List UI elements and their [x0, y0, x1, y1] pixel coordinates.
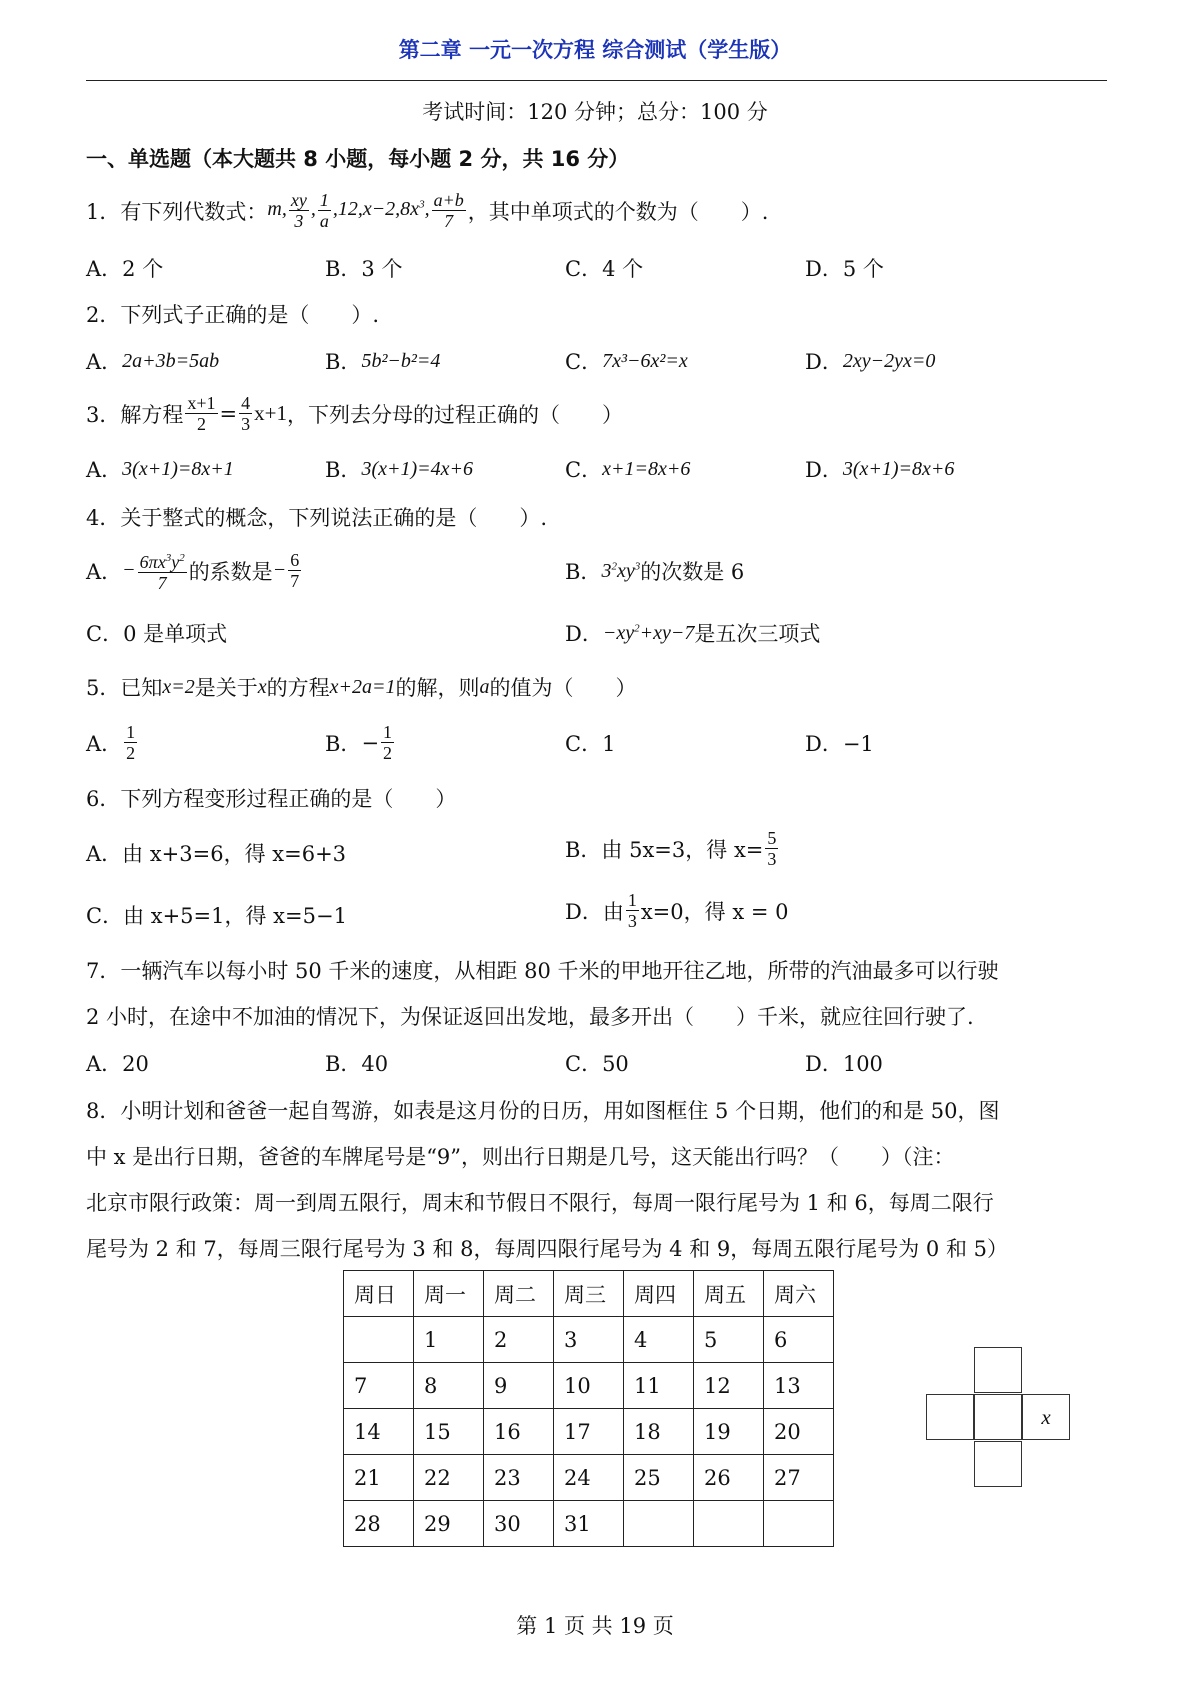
q2-option-b: B． 5b²−b²=4 — [325, 349, 441, 374]
calendar-cell: 10 — [554, 1363, 624, 1409]
q7-option-d: D．100 — [805, 1052, 883, 1076]
calendar-cell: 31 — [554, 1501, 624, 1547]
calendar-header: 周四 — [624, 1271, 694, 1317]
calendar-cell: 25 — [624, 1455, 694, 1501]
question-7-line-2: 2 小时，在途中不加油的情况下，为保证返回出发地，最多开出（ ）千米，就应往回行驶了. — [86, 1005, 974, 1029]
calendar-cell: 15 — [414, 1409, 484, 1455]
q7-option-c: C．50 — [565, 1052, 629, 1076]
question-8-line-4: 尾号为 2 和 7，每周三限行尾号为 3 和 8，每周四限行尾号为 4 和 9，每周五限行尾号为 0 和 5） — [86, 1237, 1008, 1261]
q4-option-b: B． $3^2xy^3$ 的次数是 6 — [565, 559, 745, 584]
q1-option-b: B．3 个 — [325, 257, 403, 281]
q6-option-a: A．由 x+3=6，得 x=6+3 — [86, 842, 347, 866]
calendar-table — [343, 1270, 834, 1547]
q6-option-d: D．由 $\frac{1}{3}$ x=0，得 x = 0 — [565, 890, 789, 931]
q3-option-d: D． 3(x+1)=8x+6 — [805, 457, 955, 482]
q3-option-b: B． 3(x+1)=4x+6 — [325, 457, 473, 482]
figure-x-label: x — [1022, 1394, 1070, 1440]
calendar-cell: 23 — [484, 1455, 554, 1501]
calendar-cell: 21 — [344, 1455, 414, 1501]
calendar-cell: 5 — [694, 1317, 764, 1363]
q1-option-c: C．4 个 — [565, 257, 644, 281]
q1-stem: 1．有下列代数式： — [86, 199, 268, 224]
calendar-cell: 17 — [554, 1409, 624, 1455]
question-5: 5．已知 x=2 是关于 x 的方程 x+2a=1 的解，则 a 的值为（ ） — [86, 675, 637, 700]
calendar-cell: 20 — [764, 1409, 834, 1455]
q5-option-c: C．1 — [565, 732, 616, 756]
calendar-cell: 14 — [344, 1409, 414, 1455]
calendar-cell — [624, 1501, 694, 1547]
q4-option-d: D． $-xy^2+xy-7$ 是五次三项式 — [565, 621, 821, 646]
calendar-header: 周三 — [554, 1271, 624, 1317]
question-4: 4．关于整式的概念，下列说法正确的是（ ）. — [86, 506, 548, 530]
exam-info: 考试时间：120 分钟；总分：100 分 — [422, 100, 768, 124]
q7-option-b: B．40 — [325, 1052, 389, 1076]
calendar-cell: 12 — [694, 1363, 764, 1409]
calendar-cell: 16 — [484, 1409, 554, 1455]
q3-option-c: C． x+1=8x+6 — [565, 457, 691, 482]
q5-option-b: B． − $\frac{1}{2}$ — [325, 722, 393, 763]
q1-expression: m, $\frac{xy}{3}$ , $\frac{1}{a}$ $,12,x-2,8x^3$, $\frac{a+b}{7}$ — [267, 190, 464, 231]
q6-option-c: C．由 x+5=1，得 x=5−1 — [86, 904, 347, 928]
question-8-line-1: 8．小明计划和爸爸一起自驾游，如表是这月份的日历，用如图框住 5 个日期，他们的和是 50，图 — [86, 1099, 1000, 1123]
q5-option-d: D．−1 — [805, 732, 874, 756]
calendar-cell: 2 — [484, 1317, 554, 1363]
title-divider — [86, 80, 1107, 81]
calendar-cell: 28 — [344, 1501, 414, 1547]
q1-option-a: A．2 个 — [86, 257, 164, 281]
calendar-cell: 11 — [624, 1363, 694, 1409]
calendar-row — [344, 1455, 834, 1501]
calendar-header: 周日 — [344, 1271, 414, 1317]
q1-option-d: D．5 个 — [805, 257, 884, 281]
page-title: 第二章 一元一次方程 综合测试（学生版） — [398, 38, 792, 62]
q2-option-c: C． 7x³−6x²=x — [565, 349, 688, 374]
q2-option-a: A． 2a+3b=5ab — [86, 349, 220, 374]
q4-option-c: C．0 是单项式 — [86, 622, 228, 646]
calendar-cell: 3 — [554, 1317, 624, 1363]
question-6: 6．下列方程变形过程正确的是（ ） — [86, 787, 457, 811]
calendar-row — [344, 1501, 834, 1547]
calendar-cell: 26 — [694, 1455, 764, 1501]
section-heading: 一、单选题（本大题共 8 小题，每小题 2 分，共 16 分） — [86, 147, 630, 171]
question-2: 2．下列式子正确的是（ ）. — [86, 303, 380, 327]
calendar-cell: 22 — [414, 1455, 484, 1501]
calendar-cell: 6 — [764, 1317, 834, 1363]
q7-option-a: A．20 — [86, 1052, 149, 1076]
calendar-cell: 7 — [344, 1363, 414, 1409]
calendar-cell: 18 — [624, 1409, 694, 1455]
calendar-cell: 1 — [414, 1317, 484, 1363]
calendar-cell — [764, 1501, 834, 1547]
calendar-header: 周五 — [694, 1271, 764, 1317]
calendar-header: 周二 — [484, 1271, 554, 1317]
q6-option-b: B．由 5x=3，得 x= $\frac{5}{3}$ — [565, 828, 777, 869]
q5-option-a: A． $\frac{1}{2}$ — [86, 722, 136, 763]
calendar-cell: 24 — [554, 1455, 624, 1501]
question-7-line-1: 7．一辆汽车以每小时 50 千米的速度，从相距 80 千米的甲地开往乙地，所带的汽油最多可以行驶 — [86, 959, 999, 983]
question-8-line-2: 中 x 是出行日期，爸爸的车牌尾号是“9”，则出行日期是几号，这天能出行吗？（ ）（注： — [86, 1145, 955, 1169]
calendar-cell: 30 — [484, 1501, 554, 1547]
calendar-cell: 13 — [764, 1363, 834, 1409]
calendar-header: 周六 — [764, 1271, 834, 1317]
calendar-header: 周一 — [414, 1271, 484, 1317]
calendar-cell — [344, 1317, 414, 1363]
calendar-row — [344, 1317, 834, 1363]
q4-option-a: A． − $\frac{6\pi x^3y^2}{7}$ 的系数是 − $\frac{6}{7}$ — [86, 550, 300, 593]
q3-option-a: A． 3(x+1)=8x+1 — [86, 457, 234, 482]
question-8-line-3: 北京市限行政策：周一到周五限行，周末和节假日不限行，每周一限行尾号为 1 和 6，每周二限行 — [86, 1191, 994, 1215]
q2-option-d: D． 2xy−2yx=0 — [805, 349, 936, 374]
calendar-cell: 8 — [414, 1363, 484, 1409]
calendar-cell: 4 — [624, 1317, 694, 1363]
question-1 — [86, 190, 768, 231]
page-footer: 第 1 页 共 19 页 — [516, 1614, 674, 1638]
calendar-cell: 19 — [694, 1409, 764, 1455]
calendar-cell: 27 — [764, 1455, 834, 1501]
question-3: 3．解方程 $\frac{x+1}{2}$ = $\frac{4}{3}$ x+1 ，下列去分母的过程正确的（ ） — [86, 393, 623, 434]
q1-tail: ，其中单项式的个数为（ ）. — [467, 199, 769, 224]
calendar-row — [344, 1363, 834, 1409]
calendar-cell: 29 — [414, 1501, 484, 1547]
calendar-cell — [694, 1501, 764, 1547]
calendar-cell: 9 — [484, 1363, 554, 1409]
calendar-row — [344, 1409, 834, 1455]
